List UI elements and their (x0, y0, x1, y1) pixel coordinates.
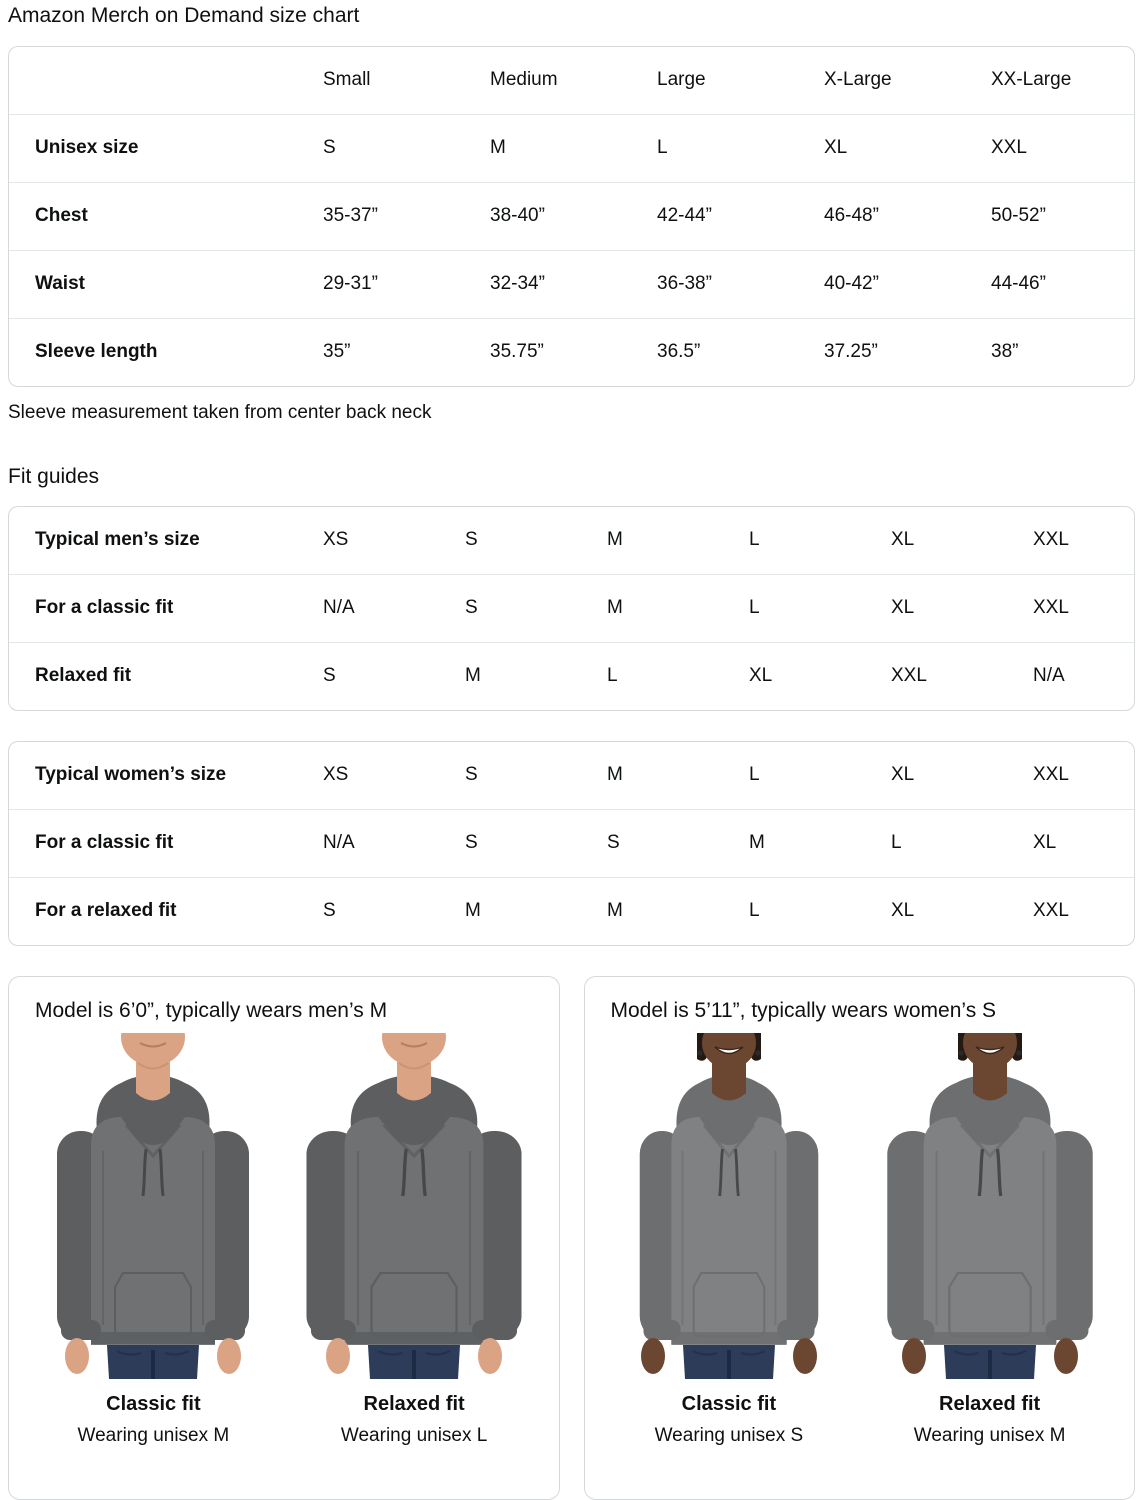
figure-relaxed-fit (284, 1033, 545, 1447)
model-card-title: Model is 6’0”, typically wears men’s M (35, 999, 388, 1023)
table-row-womens-classic-fit (9, 809, 1134, 877)
figure-classic-fit (599, 1033, 860, 1447)
cell-value: S (465, 832, 478, 854)
cell-value: N/A (323, 597, 355, 619)
column-header-xlarge: X-Large (824, 69, 892, 91)
fit-name: Classic fit (681, 1393, 777, 1416)
wearing-label: Wearing unisex M (77, 1425, 230, 1447)
cell-value: XL (891, 764, 915, 786)
wearing-label: Wearing unisex M (913, 1425, 1066, 1447)
cell-value: 35” (323, 341, 351, 363)
model-figures (23, 1033, 545, 1447)
figure-relaxed-fit (859, 1033, 1120, 1447)
cell-value: S (323, 665, 336, 687)
table-row-waist (9, 250, 1134, 318)
column-header-large: Large (657, 69, 706, 91)
model-photo-men-classic (33, 1033, 273, 1379)
model-card-title: Model is 5’11”, typically wears women’s S (610, 999, 997, 1023)
cell-value: XS (323, 764, 349, 786)
column-header-medium: Medium (490, 69, 558, 91)
cell-value: M (465, 900, 481, 922)
cell-value: M (607, 900, 623, 922)
cell-value: S (607, 832, 620, 854)
cell-value: S (465, 764, 478, 786)
cell-value: N/A (323, 832, 355, 854)
fit-name: Relaxed fit (939, 1393, 1041, 1416)
row-label: Typical women’s size (35, 764, 227, 786)
row-label: Relaxed fit (35, 665, 132, 687)
row-label: Waist (35, 273, 85, 295)
mens-model-card (8, 976, 560, 1500)
cell-value: XL (749, 665, 773, 687)
model-cards-row (8, 976, 1135, 1500)
cell-value: 42-44” (657, 205, 712, 227)
size-chart-table (8, 46, 1135, 387)
cell-value: N/A (1033, 665, 1065, 687)
wearing-label: Wearing unisex S (654, 1425, 804, 1447)
size-chart-header-row (9, 47, 1134, 114)
cell-value: M (465, 665, 481, 687)
cell-value: L (749, 900, 760, 922)
fit-guides-heading: Fit guides (8, 465, 100, 489)
cell-value: S (323, 900, 336, 922)
model-photo-women-classic (609, 1033, 849, 1379)
table-row-chest (9, 182, 1134, 250)
cell-value: L (891, 832, 902, 854)
table-row-sleeve-length (9, 318, 1134, 386)
cell-value: XXL (991, 137, 1027, 159)
table-row-unisex-size (9, 114, 1134, 182)
column-header-small: Small (323, 69, 371, 91)
cell-value: S (465, 529, 478, 551)
cell-value: 36-38” (657, 273, 712, 295)
cell-value: XL (891, 597, 915, 619)
cell-value: XS (323, 529, 349, 551)
cell-value: 37.25” (824, 341, 878, 363)
womens-model-card (584, 976, 1136, 1500)
cell-value: XL (891, 529, 915, 551)
cell-value: L (607, 665, 618, 687)
column-header-xxlarge: XX-Large (991, 69, 1072, 91)
figure-classic-fit (23, 1033, 284, 1447)
cell-value: L (749, 529, 760, 551)
row-label: Typical men’s size (35, 529, 200, 551)
row-label: Unisex size (35, 137, 139, 159)
cell-value: XXL (1033, 529, 1069, 551)
womens-fit-guide-table (8, 741, 1135, 946)
model-figures (599, 1033, 1121, 1447)
cell-value: XXL (891, 665, 927, 687)
cell-value: S (323, 137, 336, 159)
fit-name: Relaxed fit (363, 1393, 465, 1416)
cell-value: M (749, 832, 765, 854)
model-photo-men-relaxed (294, 1033, 534, 1379)
cell-value: XL (824, 137, 848, 159)
cell-value: 38-40” (490, 205, 545, 227)
cell-value: 50-52” (991, 205, 1046, 227)
cell-value: M (490, 137, 506, 159)
fit-name: Classic fit (106, 1393, 201, 1416)
cell-value: S (465, 597, 478, 619)
cell-value: L (749, 764, 760, 786)
row-label: For a classic fit (35, 597, 174, 619)
cell-value: 36.5” (657, 341, 701, 363)
mens-fit-guide-table (8, 506, 1135, 711)
cell-value: 38” (991, 341, 1019, 363)
cell-value: 40-42” (824, 273, 879, 295)
cell-value: 46-48” (824, 205, 879, 227)
cell-value: L (749, 597, 760, 619)
cell-value: XXL (1033, 900, 1069, 922)
cell-value: XL (1033, 832, 1057, 854)
model-photo-women-relaxed (870, 1033, 1110, 1379)
cell-value: XL (891, 900, 915, 922)
cell-value: 35.75” (490, 341, 544, 363)
wearing-label: Wearing unisex L (340, 1425, 488, 1447)
row-label: Chest (35, 205, 88, 227)
table-row-typical-womens-size (9, 742, 1134, 809)
table-row-typical-mens-size (9, 507, 1134, 574)
cell-value: M (607, 764, 623, 786)
cell-value: M (607, 529, 623, 551)
row-label: Sleeve length (35, 341, 158, 363)
cell-value: XXL (1033, 764, 1069, 786)
table-row-mens-relaxed-fit (9, 642, 1134, 710)
row-label: For a relaxed fit (35, 900, 177, 922)
table-row-womens-relaxed-fit (9, 877, 1134, 945)
sleeve-measurement-note: Sleeve measurement taken from center back neck (8, 402, 432, 424)
cell-value: L (657, 137, 668, 159)
cell-value: 35-37” (323, 205, 378, 227)
row-label: For a classic fit (35, 832, 174, 854)
cell-value: 29-31” (323, 273, 378, 295)
cell-value: 32-34” (490, 273, 545, 295)
table-row-mens-classic-fit (9, 574, 1134, 642)
page-title: Amazon Merch on Demand size chart (8, 4, 360, 27)
cell-value: 44-46” (991, 273, 1046, 295)
cell-value: M (607, 597, 623, 619)
cell-value: XXL (1033, 597, 1069, 619)
